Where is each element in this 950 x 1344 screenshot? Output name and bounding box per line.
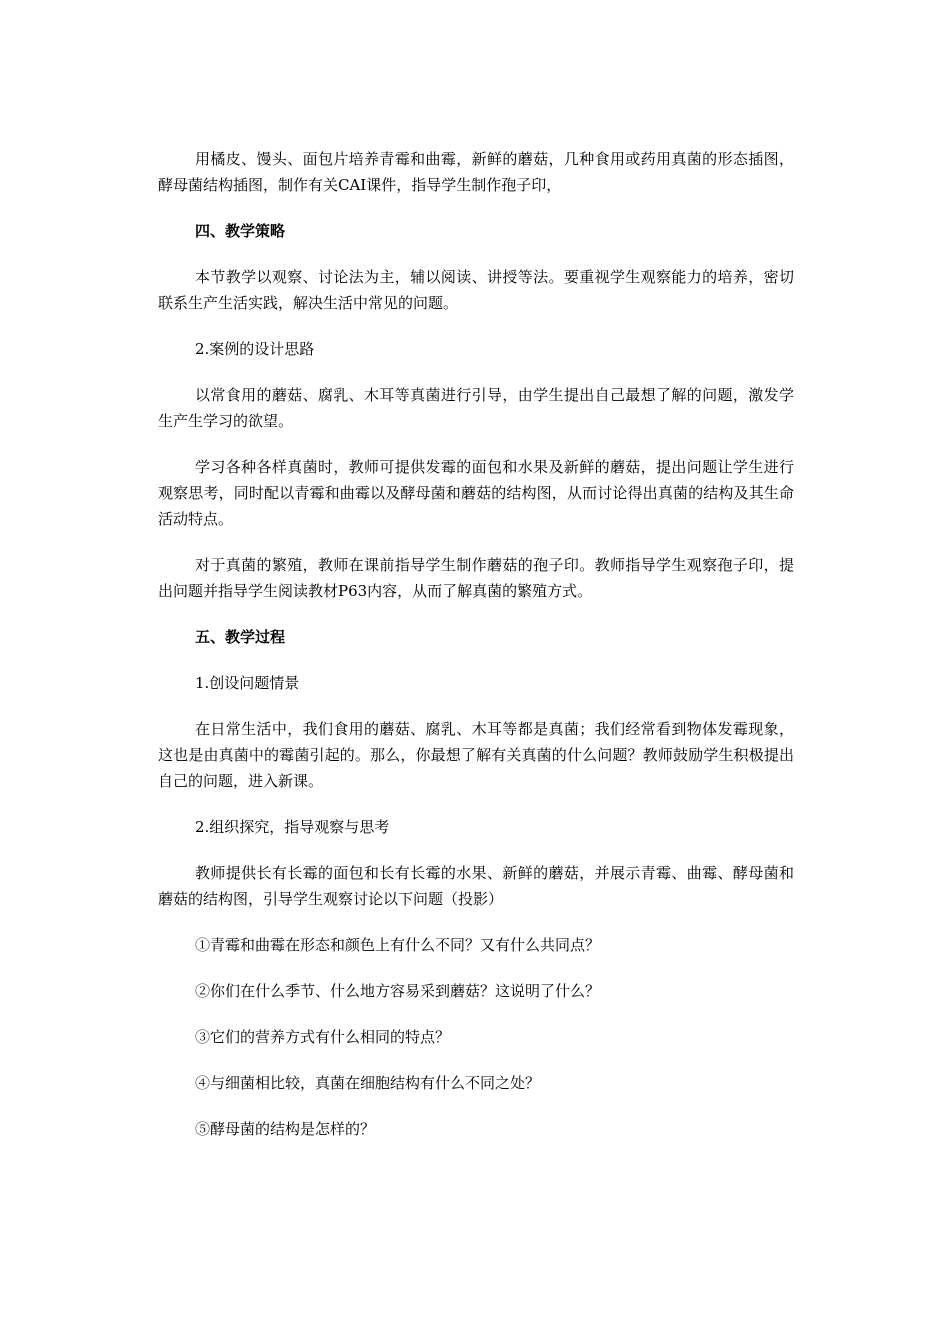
paragraph-design-2: 学习各种各样真菌时，教师可提供发霉的面包和水果及新鲜的蘑菇，提出问题让学生进行观察思考，同时配以青霉和曲霉以及酵母菌和蘑菇的结构图，从而讨论得出真菌的结构及其生命活动特点。 [158, 458, 794, 528]
question-1: ①青霉和曲霉在形态和颜色上有什么不同？又有什么共同点？ [195, 936, 601, 954]
heading-teaching-strategy: 四、教学策略 [195, 222, 286, 240]
paragraph-explore: 教师提供长有长霉的面包和长有长霉的水果、新鲜的蘑菇，并展示青霉、曲霉、酵母菌和蘑菇的结构图，引导学生观察讨论以下问题（投影） [158, 864, 794, 908]
subheading-explore: 2.组织探究，指导观察与思考 [195, 818, 390, 836]
question-5: ⑤酵母菌的结构是怎样的？ [195, 1120, 376, 1138]
paragraph-design-3: 对于真菌的繁殖，教师在课前指导学生制作蘑菇的孢子印。教师指导学生观察孢子印，提出问题并指导学生阅读教材P63内容，从而了解真菌的繁殖方式。 [158, 556, 794, 600]
paragraph-scene: 在日常生活中，我们食用的蘑菇、腐乳、木耳等都是真菌；我们经常看到物体发霉现象，这也是由真菌中的霉菌引起的。那么，你最想了解有关真菌的什么问题？教师鼓励学生积极提出自己的问题，进入新课。 [158, 720, 794, 790]
paragraph-strategy: 本节教学以观察、讨论法为主，辅以阅读、讲授等法。要重视学生观察能力的培养，密切联系生产生活实践，解决生活中常见的问题。 [158, 268, 794, 312]
question-3: ③它们的营养方式有什么相同的特点？ [195, 1028, 451, 1046]
subheading-design-idea: 2.案例的设计思路 [195, 340, 315, 358]
heading-teaching-process: 五、教学过程 [195, 628, 286, 646]
paragraph-materials: 用橘皮、馒头、面包片培养青霉和曲霉，新鲜的蘑菇，几种食用或药用真菌的形态插图，酵母菌结构插图，制作有关CAI课件，指导学生制作孢子印， [158, 150, 794, 194]
question-2: ②你们在什么季节、什么地方容易采到蘑菇？这说明了什么？ [195, 982, 601, 1000]
document-body [158, 146, 794, 1162]
subheading-create-scene: 1.创设问题情景 [195, 674, 300, 692]
question-4: ④与细菌相比较，真菌在细胞结构有什么不同之处？ [195, 1074, 541, 1092]
paragraph-design-1: 以常食用的蘑菇、腐乳、木耳等真菌进行引导，由学生提出自己最想了解的问题，激发学生产生学习的欲望。 [158, 386, 794, 430]
